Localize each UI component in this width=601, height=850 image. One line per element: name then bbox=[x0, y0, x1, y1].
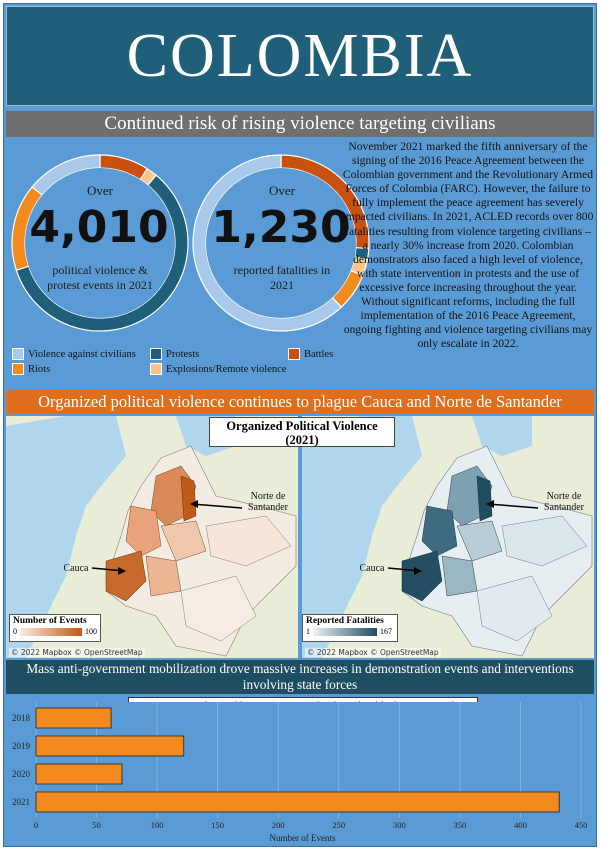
events-map-legend bbox=[9, 614, 101, 642]
fatalities-caption: reported fatalities in 2021 bbox=[233, 263, 331, 292]
context-paragraph: November 2021 marked the fifth anniversary of the signing of the 2016 Peace Agreement between the Colombian government and the Revolutionary Armed Forces of Colombia (FARC). However, the failure to fully implement the peace agreement has severely impacted civilians. In 2021, ACLED records over 800 fatalities resulting from violence targeting civilians – a nearly 30% increase from 2020. Colombian demonstrators also faced a high level of violence, with state intervention in protests and the use of excessive force increasing throughout the year. Without significant reforms, including the full implementation of the 2016 Peace Agreement, ongoing fighting and violence targeting civilians may only escalate in 2022. bbox=[342, 140, 594, 351]
events-legend-max: 100 bbox=[85, 627, 97, 636]
y-tick-label: 2021 bbox=[12, 797, 30, 807]
legend-label: Explosions/Remote violence bbox=[166, 363, 287, 375]
section-heading-civilians: Continued risk of rising violence targeting civilians bbox=[6, 111, 594, 137]
events-count: 4,010 bbox=[29, 202, 169, 253]
page-title-banner bbox=[6, 6, 594, 106]
x-tick-label: 400 bbox=[514, 820, 527, 830]
map-label-cauca: Cauca bbox=[63, 563, 89, 574]
section-heading-maps: Organized political violence continues to plague Cauca and Norte de Santander bbox=[6, 390, 594, 414]
fatalities-gradient bbox=[313, 628, 377, 636]
legend-swatch bbox=[150, 348, 162, 360]
x-tick-label: 100 bbox=[150, 820, 164, 830]
legend-item-explosions bbox=[150, 363, 286, 375]
map-label-cauca-2: Cauca bbox=[359, 563, 385, 574]
legend-item-riots bbox=[12, 363, 50, 375]
fatalities-legend-max: 167 bbox=[380, 627, 392, 636]
x-tick-label: 350 bbox=[453, 820, 467, 830]
x-tick-label: 450 bbox=[574, 820, 588, 830]
fatalities-legend-title: Reported Fatalities bbox=[306, 616, 384, 626]
y-tick-label: 2018 bbox=[12, 713, 30, 723]
legend-swatch bbox=[150, 363, 162, 375]
legend-item-protests bbox=[150, 348, 199, 360]
legend-swatch bbox=[12, 348, 24, 360]
x-tick-label: 0 bbox=[33, 820, 39, 830]
section-heading-demonstrations: Mass anti-government mobilization drove massive increases in demonstration events and interventions involving state forces bbox=[6, 660, 594, 694]
events-legend-title: Number of Events bbox=[13, 616, 87, 626]
x-tick-label: 200 bbox=[271, 820, 285, 830]
legend-item-violence-civilians bbox=[12, 348, 136, 360]
bar-2020 bbox=[36, 764, 122, 784]
bar-2021 bbox=[36, 792, 559, 812]
map-label-norte-de-santander-2: Norte de Santander bbox=[544, 491, 584, 513]
x-tick-label: 150 bbox=[211, 820, 225, 830]
x-axis-label: Number of Events bbox=[269, 833, 336, 843]
y-tick-label: 2019 bbox=[12, 741, 30, 751]
fatalities-map-legend bbox=[302, 614, 398, 642]
events-caption: political violence & protest events in 2021 bbox=[47, 263, 153, 292]
x-tick-label: 300 bbox=[392, 820, 406, 830]
legend-label: Violence against civilians bbox=[28, 348, 136, 360]
page-title: COLOMBIA bbox=[126, 21, 474, 90]
legend-label: Riots bbox=[28, 363, 51, 375]
map-attribution-2: © 2022 Mapbox © OpenStreetMap bbox=[307, 648, 439, 657]
map-title bbox=[209, 417, 395, 447]
legend-label: Battles bbox=[304, 348, 334, 360]
legend-swatch bbox=[12, 363, 24, 375]
bar-2018 bbox=[36, 708, 111, 728]
map-label-norte-de-santander: Norte de Santander bbox=[248, 491, 288, 513]
legend-label: Protests bbox=[166, 348, 200, 360]
demonstrations-bar-chart bbox=[0, 700, 601, 850]
y-tick-label: 2020 bbox=[12, 769, 30, 779]
map-title-line1: Organized Political Violence bbox=[226, 419, 378, 433]
map-attribution: © 2022 Mapbox © OpenStreetMap bbox=[11, 648, 143, 657]
events-legend-min: 0 bbox=[13, 627, 17, 636]
fatalities-prefix: Over bbox=[269, 183, 295, 198]
events-prefix: Over bbox=[87, 183, 113, 198]
fatalities-legend-min: 1 bbox=[306, 627, 310, 636]
events-gradient bbox=[20, 628, 82, 636]
bar-2019 bbox=[36, 736, 184, 756]
fatalities-count: 1,230 bbox=[211, 202, 351, 253]
x-tick-label: 50 bbox=[92, 820, 101, 830]
map-title-line2: (2021) bbox=[285, 433, 319, 447]
x-tick-label: 250 bbox=[332, 820, 346, 830]
legend-swatch bbox=[288, 348, 300, 360]
legend-item-battles bbox=[288, 348, 333, 360]
